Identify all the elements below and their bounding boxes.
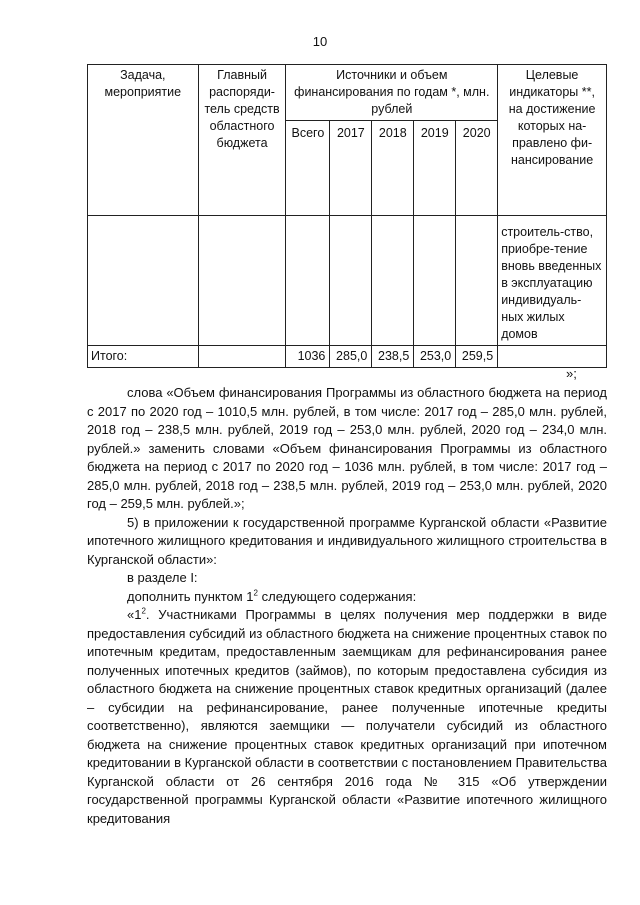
- header-manager: Главный распоряди-тель средств областного бюджета: [198, 65, 286, 216]
- table-header-row: [88, 65, 607, 121]
- cell-task: [88, 216, 199, 346]
- header-task: Задача, мероприятие: [88, 65, 199, 216]
- cell-manager: [198, 216, 286, 346]
- cell-indicator: строитель-ство, приобре-тение вновь введенных в эксплуатацию индивидуаль-ных жилых домов: [498, 216, 607, 346]
- point-text: . Участниками Программы в целях получения мер поддержки в виде предоставления субсидий из областного бюджета на снижение процентных ставок по ипотечным кредитам, предоставленным заемщикам для рефинансирования ранее полученных ипотечных кредитов (займов), по которым предоставлена субсидия из областного бюджета на снижение процентных ставок кредитных организаций (далее – субсидии на рефинансирование, ранее полученные ипотечные кредиты соответственно), являются заемщики — получатели субсидий из областного бюджета на снижение процентных ставок кредитных организаций при ипотечном кредитовании в Курганской области в соответствии с постановлением Правительства Курганской области от 26 сентября 2016 года № 315 «Об утверждении государственной программы Курганской области «Развитие ипотечного жилищного кредитования: [87, 607, 607, 826]
- cell-2020: [456, 216, 498, 346]
- cell-total: [286, 216, 330, 346]
- totals-2020: 259,5: [456, 346, 498, 368]
- header-sources: Источники и объем финансирования по годам *, млн. рублей: [286, 65, 498, 121]
- paragraph-appendix: 5) в приложении к государственной программе Курганской области «Развитие ипотечного жилищного кредитования и индивидуального жилищного строительства в Курганской области»:: [87, 514, 607, 567]
- totals-2018: 238,5: [372, 346, 414, 368]
- header-year-2017: 2017: [330, 121, 372, 216]
- header-indicators: Целевые индикаторы **, на достижение которых на-правлено фи-нансирование: [498, 65, 607, 216]
- add-point-text: дополнить пунктом 1: [127, 588, 254, 604]
- add-point-text-end: следующего содержания:: [258, 588, 417, 604]
- paragraph-replacement: слова «Объем финансирования Программы из областного бюджета на период с 2017 по 2020 год – 1010,5 млн. рублей, в том числе: 2017 год – 285,0 млн. рублей, 2018 год – 238,5 млн. рублей, 2019 год – 253,0 млн. рублей, 2020 год – 234,0 млн. рублей.» заменить словами «Объем финансирования Программы из областного бюджета на период с 2017 по 2020 год – 1036 млн. рублей, в том числе: 2017 год – 285,0 млн. рублей, 2018 год – 238,5 млн. рублей, 2019 год – 253,0 млн. рублей, 2020 год – 259,5 млн. рублей.»;: [87, 385, 607, 511]
- quote-end: »;: [566, 366, 577, 381]
- cell-2018: [372, 216, 414, 346]
- totals-indicator: [498, 346, 607, 368]
- totals-2017: 285,0: [330, 346, 372, 368]
- header-year-2018: 2018: [372, 121, 414, 216]
- header-year-2019: 2019: [414, 121, 456, 216]
- totals-total: 1036: [286, 346, 330, 368]
- totals-manager: [198, 346, 286, 368]
- paragraph-section: в разделе I:: [127, 570, 198, 585]
- page-number: 10: [312, 34, 328, 49]
- table-totals-row: [88, 346, 607, 368]
- table-row: [88, 216, 607, 346]
- cell-2019: [414, 216, 456, 346]
- point-sup: 2: [141, 606, 146, 616]
- paragraph-add-point: [87, 588, 607, 607]
- totals-2019: 253,0: [414, 346, 456, 368]
- totals-label: Итого:: [88, 346, 199, 368]
- financing-table: [87, 64, 607, 368]
- document-body: [87, 384, 607, 828]
- header-year-2020: 2020: [456, 121, 498, 216]
- add-point-sup: 2: [253, 588, 258, 598]
- header-total: Всего: [286, 121, 330, 216]
- paragraph-point-1-2: [87, 606, 607, 828]
- cell-2017: [330, 216, 372, 346]
- point-number: «1: [127, 607, 142, 622]
